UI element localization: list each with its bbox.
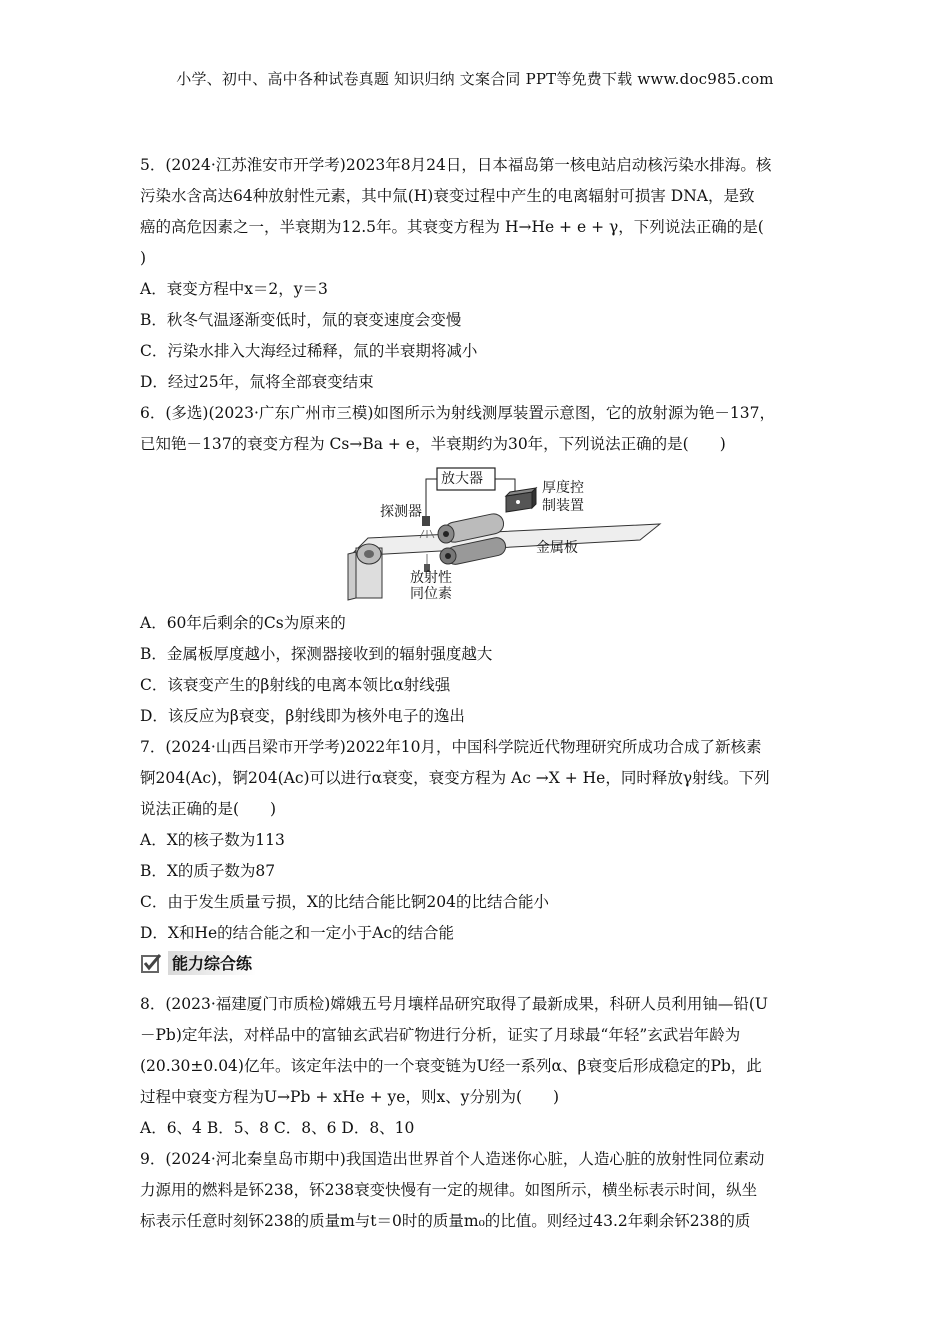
question-text-line: 9．(2024·河北秦皇岛市期中)我国造出世界首个人造迷你心脏，人造心脏的放射性同位素动 — [140, 1150, 765, 1168]
section-title: 能力综合练 — [172, 953, 253, 973]
question-text-line: 说法正确的是( ) — [140, 800, 277, 818]
source-label-1: 放射性 — [410, 570, 452, 586]
option-b: B．X的质子数为87 — [140, 862, 276, 880]
detector-label: 探测器 — [380, 504, 422, 520]
question-6 — [140, 398, 812, 732]
question-text-line: 标表示任意时刻钚238的质量m与t＝0时的质量m₀的比值。则经过43.2年剩余钚238的质 — [140, 1212, 751, 1230]
detector-wire — [426, 479, 437, 516]
page-header: 小学、初中、高中各种试卷真题 知识归纳 文案合同 PPT等免费下载 www.doc985.com — [176, 70, 774, 88]
option-a: A．60年后剩余的Cs为原来的 — [140, 614, 346, 632]
options-line: A．6、4 B．5、8 C．8、6 D．8、10 — [140, 1119, 415, 1137]
question-text-line: 5．(2024·江苏淮安市开学考)2023年8月24日，日本福岛第一核电站启动核污染水排海。核 — [140, 156, 772, 174]
question-text-line: 7．(2024·山西吕梁市开学考)2022年10月，中国科学院近代物理研究所成功合成了新核素 — [140, 738, 762, 756]
section-heading — [140, 951, 812, 975]
control-wire — [495, 479, 515, 492]
option-c: C．污染水排入大海经过稀释，氚的半衰期将减小 — [140, 342, 478, 360]
option-c: C．由于发生质量亏损，X的比结合能比锕204的比结合能小 — [140, 893, 549, 911]
question-text-line: 锕204(Ac)，锕204(Ac)可以进行α衰变，衰变方程为 Ac →X + He，同时释放γ射线。下列 — [140, 769, 770, 787]
question-text-line: ) — [140, 249, 147, 267]
question-9 — [140, 1144, 812, 1237]
question-text-line: 癌的高危因素之一，半衰期为12.5年。其衰变方程为 H→He + e + γ，下列说法正确的是( — [140, 218, 764, 236]
checkmark-icon — [140, 952, 162, 974]
metal-plate — [350, 524, 660, 556]
question-text-line: 力源用的燃料是钚238，钚238衰变快慢有一定的规律。如图所示，横坐标表示时间，纵坐 — [140, 1181, 758, 1199]
question-7 — [140, 732, 812, 949]
option-a: A．X的核子数为113 — [140, 831, 285, 849]
option-c: C．该衰变产生的β射线的电离本领比α射线强 — [140, 676, 451, 694]
option-d: D．X和He的结合能之和一定小于Ac的结合能 — [140, 924, 455, 942]
option-d: D．经过25年，氚将全部衰变结束 — [140, 373, 374, 391]
amplifier-label: 放大器 — [441, 471, 483, 487]
option-b: B．秋冬气温逐渐变低时，氚的衰变速度会变慢 — [140, 311, 462, 329]
metal-plate-label: 金属板 — [536, 540, 578, 556]
question-text-line: 污染水含高达64种放射性元素，其中氚(H)衰变过程中产生的电离辐射可损害 DNA，是致 — [140, 187, 755, 205]
control-device-label-2: 制装置 — [542, 498, 584, 514]
question-text-line: 过程中衰变方程为U→Pb + xHe + ye，则x、y分别为( ) — [140, 1088, 560, 1106]
question-text-line: 8．(2023·福建厦门市质检)嫦娥五号月壤样品研究取得了最新成果，科研人员利用铀—铅(U — [140, 995, 768, 1013]
option-d: D．该反应为β衰变，β射线即为核外电子的逸出 — [140, 707, 465, 725]
section-title-bar — [168, 951, 256, 975]
detector-icon — [422, 516, 430, 526]
option-b: B．金属板厚度越小，探测器接收到的辐射强度越大 — [140, 645, 493, 663]
control-device-label-1: 厚度控 — [542, 480, 584, 496]
question-text-line: 已知铯－137的衰变方程为 Cs→Ba + e，半衰期约为30年，下列说法正确的是( ) — [140, 435, 726, 453]
option-a: A．衰变方程中x＝2，y＝3 — [140, 280, 328, 298]
source-label-2: 同位素 — [410, 586, 452, 602]
thickness-gauge-figure — [140, 464, 812, 604]
question-text-line: (20.30±0.04)亿年。该定年法中的一个衰变链为U经一系列α、β衰变后形成稳定的Pb，此 — [140, 1057, 762, 1075]
question-text-line: －Pb)定年法，对样品中的富铀玄武岩矿物进行分析，证实了月球最“年轻”玄武岩年龄为 — [140, 1026, 741, 1044]
document-body — [140, 150, 812, 1237]
indicator-light-icon — [516, 500, 520, 504]
question-8 — [140, 989, 812, 1144]
question-5 — [140, 150, 812, 398]
question-text-line: 6．(多选)(2023·广东广州市三模)如图所示为射线测厚装置示意图，它的放射源为铯－137， — [140, 404, 776, 422]
